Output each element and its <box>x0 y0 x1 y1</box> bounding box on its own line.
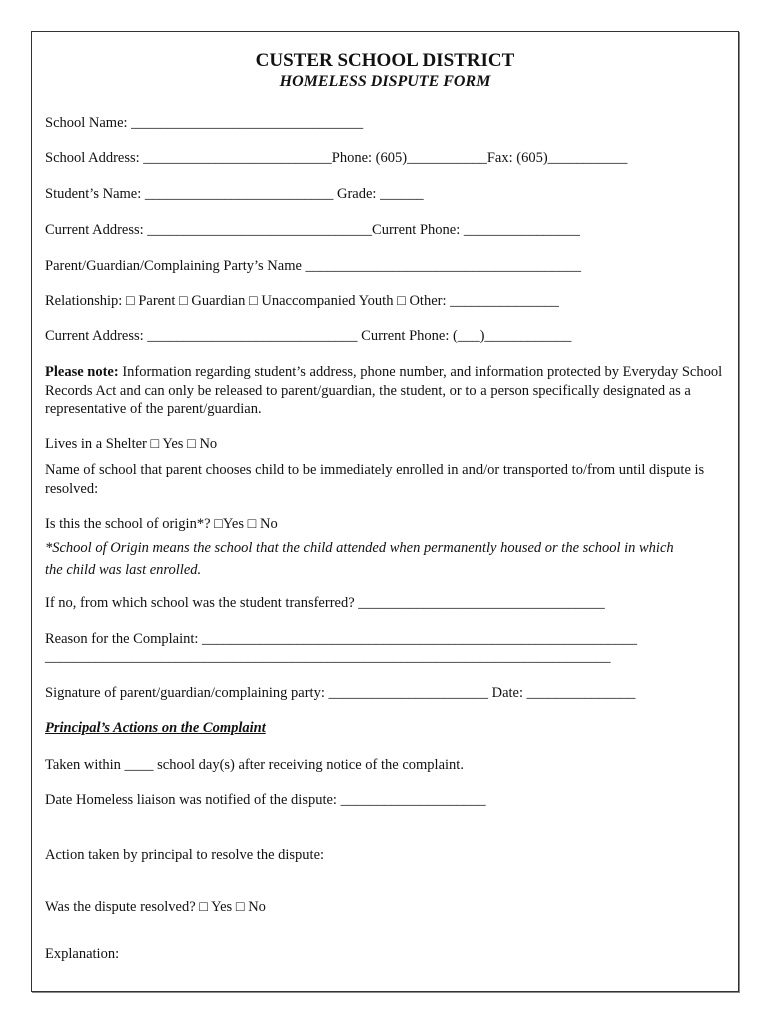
current-address-2-field[interactable]: Current Address: _____________________________ Current Phone: (___)____________ <box>45 328 572 344</box>
privacy-note <box>45 363 725 419</box>
resolved-question[interactable]: Was the dispute resolved? □ Yes □ No <box>45 899 266 915</box>
origin-footnote: *School of Origin means the school that the child attended when permanently housed or the school in which the child was last enrolled. <box>45 540 674 578</box>
school-name-field[interactable]: School Name: ________________________________ <box>45 115 364 131</box>
note-label: Please note: <box>45 364 119 380</box>
reason-field-line-2[interactable]: ______________________________________________________________________________ <box>45 649 611 665</box>
signature-field[interactable]: Signature of parent/guardian/complaining party: ______________________ Date: _______________ <box>45 685 636 701</box>
parent-name-field[interactable]: Parent/Guardian/Complaining Party’s Name ______________________________________ <box>45 258 582 274</box>
student-name-field[interactable]: Student’s Name: __________________________ Grade: ______ <box>45 186 424 202</box>
reason-field[interactable]: Reason for the Complaint: ____________________________________________________________ <box>45 631 638 647</box>
explanation-label: Explanation: <box>45 946 120 962</box>
transferred-field[interactable]: If no, from which school was the student transferred? __________________________________ <box>45 595 605 611</box>
liaison-date-field[interactable]: Date Homeless liaison was notified of the dispute: ____________________ <box>45 792 486 808</box>
school-address-field[interactable]: School Address: __________________________Phone: (605)___________Fax: (605)___________ <box>45 150 628 166</box>
relationship-field[interactable]: Relationship: □ Parent □ Guardian □ Unaccompanied Youth □ Other: _______________ <box>45 293 559 309</box>
origin-question[interactable]: Is this the school of origin*? □Yes □ No <box>45 516 278 532</box>
principal-section-heading: Principal’s Actions on the Complaint <box>45 720 266 736</box>
note-text: Information regarding student’s address, phone number, and information protected by Everyday School Records Act and can only be released to parent/guardian, the student, or to a person specifically designated as a representative of the parent/guardian. <box>45 364 723 417</box>
shelter-question[interactable]: Lives in a Shelter □ Yes □ No <box>45 436 218 452</box>
taken-within-field[interactable]: Taken within ____ school day(s) after receiving notice of the complaint. <box>45 757 464 773</box>
school-choice-question: Name of school that parent chooses child to be immediately enrolled in and/or transported to/from until dispute is resolved: <box>45 462 705 497</box>
action-taken-label: Action taken by principal to resolve the dispute: <box>45 847 325 863</box>
district-title: CUSTER SCHOOL DISTRICT <box>255 50 515 71</box>
form-title: HOMELESS DISPUTE FORM <box>279 73 491 90</box>
current-address-field[interactable]: Current Address: _______________________________Current Phone: ________________ <box>45 222 580 238</box>
